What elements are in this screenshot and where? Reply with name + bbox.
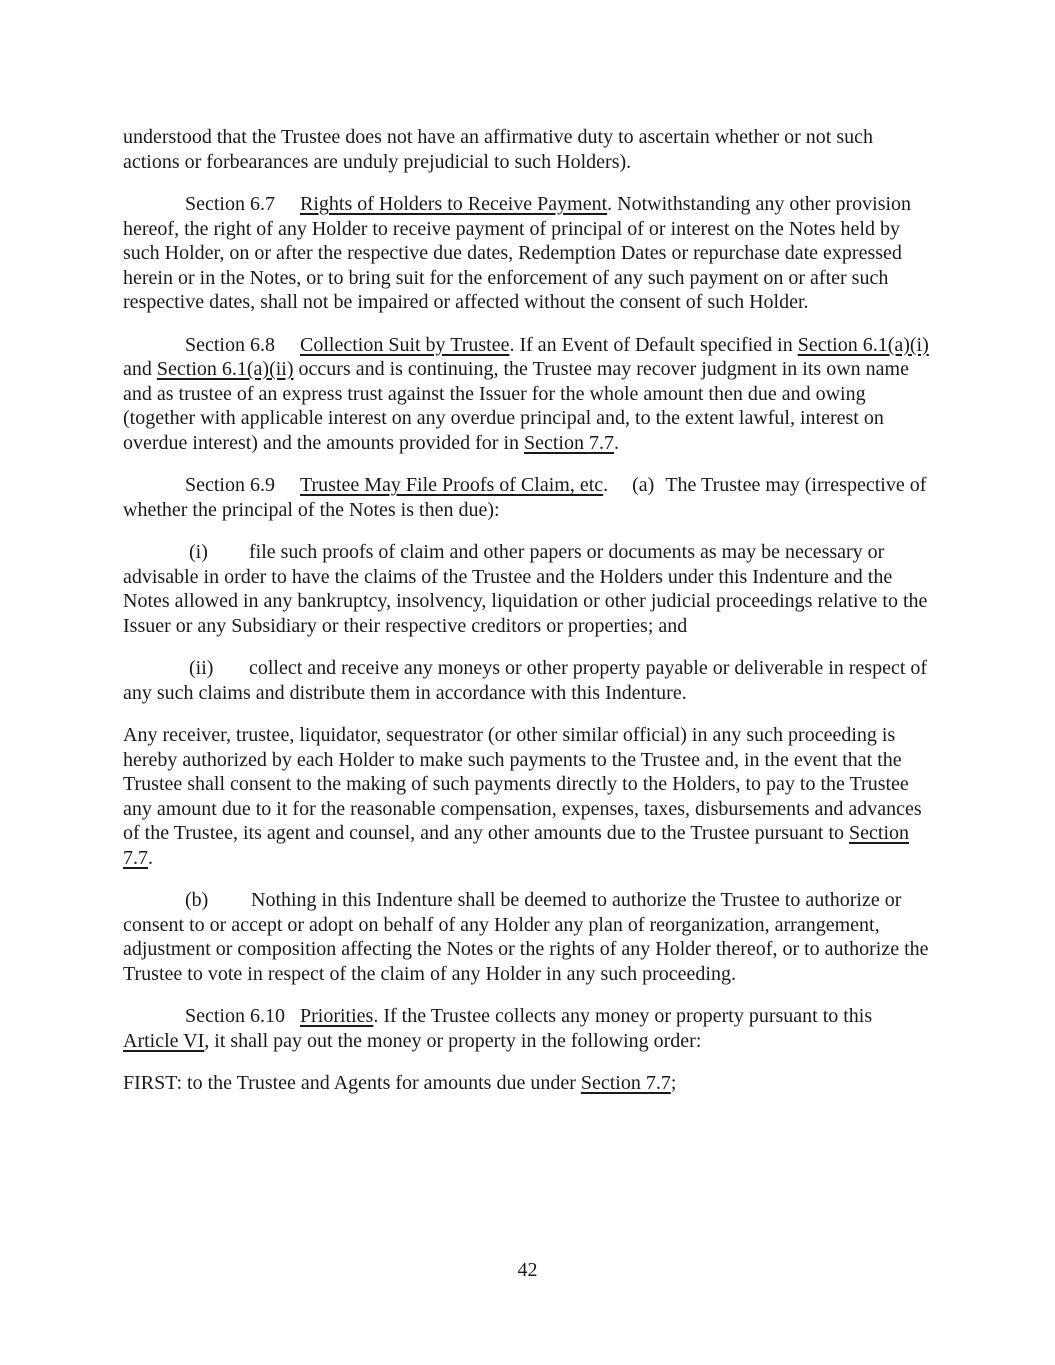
section-label: Section 6.9 xyxy=(185,474,275,496)
section-reference: Section 6.1(a)(ii) xyxy=(156,358,294,380)
text-run: Any receiver, trustee, liquidator, sequestrator (or other similar official) in any such proceeding is hereby authorized by each Holder to make such payments to the Trustee and, in the event that the Trustee shall consent to the making of such payments directly to the Holders, to pay to the Trustee any amount due to it for the reasonable compensation, expenses, taxes, disbursements and advances of the Trustee, its agent and counsel, and any other amounts due to the Trustee pursuant to xyxy=(123,724,922,844)
list-item-i xyxy=(123,540,930,638)
text-run: . If the Trustee collects any money or property pursuant to this xyxy=(373,1005,873,1027)
text-run: Nothing in this Indenture shall be deemed to authorize the Trustee to authorize or consent to or accept or adopt on behalf of any Holder any plan of reorganization, arrangement, adjustment or composition affecting the Notes or the rights of any Holder thereof, or to authorize the Trustee to vote in respect of the claim of any Holder in any such proceeding. xyxy=(123,889,929,985)
text-run: collect and receive any moneys or other property payable or deliverable in respect of any such claims and distribute them in accordance with this Indenture. xyxy=(123,657,928,704)
text-run: occurs and is continuing, the Trustee may recover judgment in its own name and as trustee of an express trust against the Issuer for the whole amount then due and owing (together with applicable interest on any overdue principal and, to the extent lawful, interest on overdue interest) and the amounts provided for in xyxy=(123,358,909,454)
section-heading: Trustee May File Proofs of Claim, etc xyxy=(300,474,604,496)
section-6-7-paragraph xyxy=(123,192,930,315)
text-run: . If an Event of Default specified in xyxy=(509,333,798,356)
subsection-b-marker: (b) xyxy=(185,889,209,911)
section-reference: Section 7.7 xyxy=(524,431,614,454)
section-6-9-paragraph xyxy=(123,473,930,522)
paragraph-receiver xyxy=(123,723,930,870)
page-content xyxy=(123,125,930,1114)
text-run: understood that the Trustee does not have an affirmative duty to ascertain whether or not such actions or forbearances are unduly prejudicial to such Holders). xyxy=(123,126,873,173)
section-6-8-paragraph xyxy=(123,333,930,456)
text-run: The Trustee may (irrespective of whether the principal of the Notes is then due): xyxy=(123,474,927,521)
subsection-a-marker: (a) xyxy=(632,474,655,496)
section-6-10-paragraph xyxy=(123,1004,930,1053)
article-reference: Article VI xyxy=(123,1029,205,1052)
page-number: 42 xyxy=(517,1259,538,1281)
section-label: Section 6.8 xyxy=(185,333,275,356)
paragraph-carryover xyxy=(123,125,930,174)
list-marker: (i) xyxy=(189,541,208,563)
section-reference: Section 6.1(a)(i) xyxy=(797,333,929,356)
section-label: Section 6.7 xyxy=(185,193,275,215)
section-heading: Priorities xyxy=(300,1005,374,1027)
text-run: . xyxy=(148,846,153,869)
text-run: . Notwithstanding any other provision hereof, the right of any Holder to receive payment of principal of or interest on the Notes held by such Holder, on or after the respective due dates, Redemption Dates or repurchase date expressed herein or in the Notes, or to bring suit for the enforcement of any such payment on or after such respective dates, shall not be impaired or affected without the consent of such Holder. xyxy=(123,193,912,313)
text-run: ; xyxy=(670,1072,677,1094)
subsection-b-paragraph xyxy=(123,888,930,986)
section-heading: Collection Suit by Trustee xyxy=(300,333,510,356)
section-heading: Rights of Holders to Receive Payment xyxy=(300,193,608,215)
section-reference: Section 7.7 xyxy=(580,1072,671,1094)
text-run: . xyxy=(603,474,609,496)
section-label: Section 6.10 xyxy=(185,1005,285,1027)
list-marker: (ii) xyxy=(189,657,214,679)
text-run: , it shall pay out the money or property in the following order: xyxy=(204,1029,702,1052)
text-run: FIRST: to the Trustee and Agents for amounts due under xyxy=(123,1072,581,1094)
first-priority-clause xyxy=(123,1071,930,1096)
list-item-ii xyxy=(123,656,930,705)
section-reference: Section 7.7 xyxy=(123,822,910,869)
text-run: . xyxy=(614,431,619,454)
text-run: file such proofs of claim and other papers or documents as may be necessary or advisable in order to have the claims of the Trustee and the Holders under this Indenture and the Notes allowed in any bankruptcy, insolvency, liquidation or other judicial proceedings relative to the Issuer or any Subsidiary or their respective creditors or properties; and xyxy=(123,541,928,637)
text-run: and xyxy=(123,358,157,380)
